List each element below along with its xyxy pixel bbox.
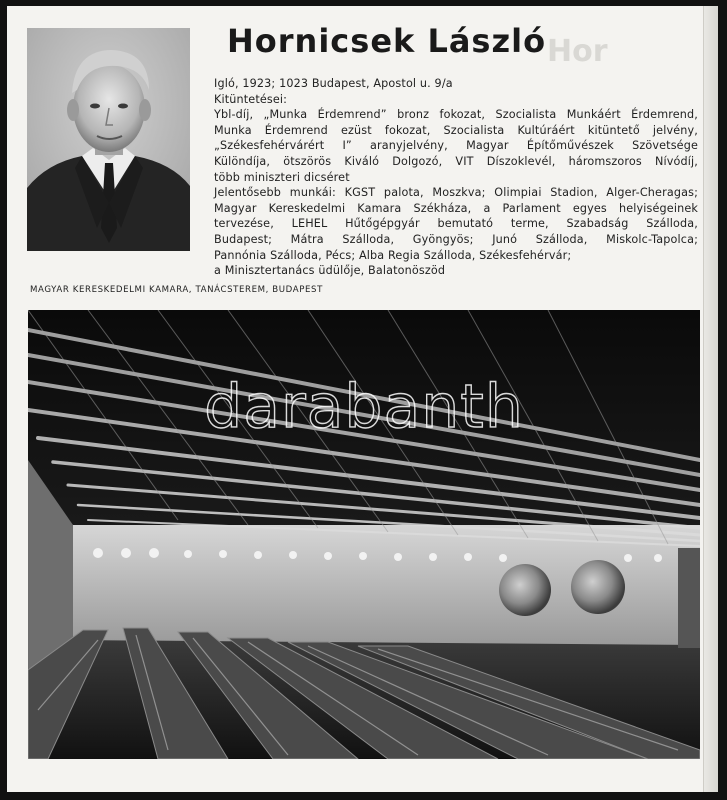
portrait-photo xyxy=(27,28,190,251)
awards-heading: Kitüntetései: xyxy=(214,92,288,106)
works-line: Budapest; Mátra Szálloda, Gyöngyös; Junó Szálloda, Miskolc-Tapolca; xyxy=(214,232,698,246)
works-line: Jelentősebb munkái: KGST palota, Moszkva; Olimpiai Stadion, Alger-Cheragas; xyxy=(214,186,698,200)
book-page xyxy=(7,6,718,792)
council-hall-photo xyxy=(28,310,700,759)
works-line: a Minisztertanács üdülője, Balatonöszöd xyxy=(214,264,446,278)
biography xyxy=(214,76,698,279)
ghost-text: Hor xyxy=(547,34,608,69)
awards-line: Ybl-díj, „Munka Érdemrend” bronz fokozat, Szocialista Munkáért Érdemrend, xyxy=(214,108,698,122)
page-spine xyxy=(703,6,718,792)
person-name: Hornicsek László xyxy=(227,22,547,60)
photo-caption: MAGYAR KERESKEDELMI KAMARA, TANÁCSTEREM, BUDAPEST xyxy=(30,285,323,295)
works-line: tervezése, LEHEL Hűtőgépgyár bemutató terme, Szabadság Szálloda, xyxy=(214,217,698,231)
birth-line: Igló, 1923; 1023 Budapest, Apostol u. 9/a xyxy=(214,77,453,90)
awards-line: „Székesfehérvárért I” aranyjelvény, Magyar Építőművészek Szövetsége xyxy=(214,139,698,153)
works-line: Magyar Kereskedelmi Kamara Székháza, a Parlament egyes helyiségeinek xyxy=(214,201,698,215)
awards-line: Munka Érdemrend ezüst fokozat, Szocialista Kultúráért kitüntető jelvény, xyxy=(214,123,698,137)
watermark: darabanth xyxy=(204,372,524,442)
awards-line: több miniszteri dicséret xyxy=(214,170,350,184)
awards-line: Különdíja, ötszörös Kiváló Dolgozó, VIT Díszoklevél, háromszoros Nívódíj, xyxy=(214,154,698,168)
works-line: Pannónia Szálloda, Pécs; Alba Regia Szálloda, Székesfehérvár; xyxy=(214,248,572,262)
